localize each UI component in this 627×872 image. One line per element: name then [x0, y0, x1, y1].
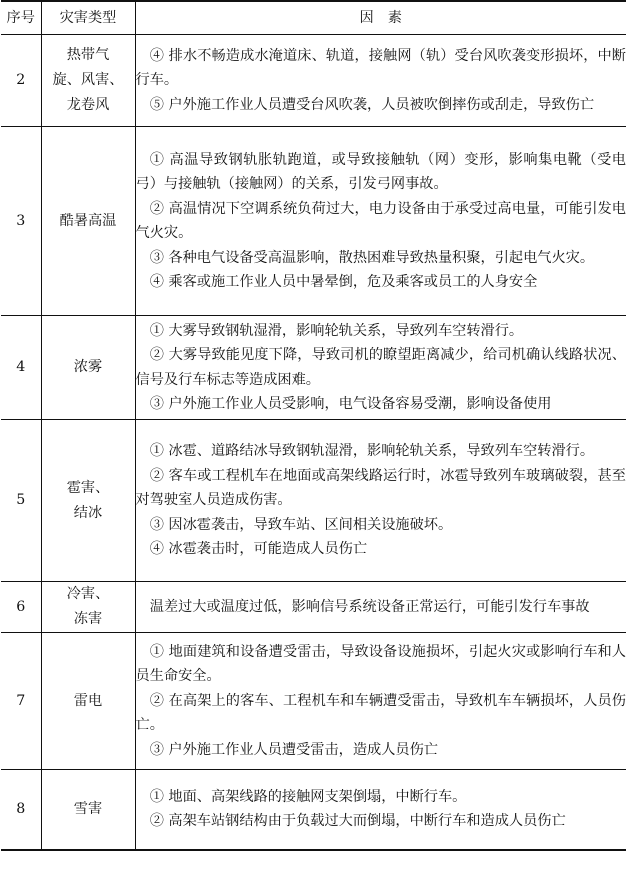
- factor-item: ① 地面、高架线路的接触网支架倒塌，中断行车。: [149, 788, 467, 805]
- disaster-type: [41, 420, 135, 582]
- header-index: 序号: [1, 1, 41, 35]
- disaster-type: [41, 582, 135, 633]
- factor-item: ④ 乘客或施工作业人员中暑晕倒，危及乘客或员工的人身安全: [149, 274, 538, 290]
- table-row: [1, 420, 626, 582]
- disaster-type-line: 雪害: [73, 800, 103, 817]
- factor-list: [135, 127, 626, 316]
- disaster-type: [41, 316, 135, 420]
- table-row: [1, 316, 626, 420]
- header-factors: 因素: [135, 1, 626, 35]
- factor-item: ③ 户外施工作业人员遭受雷击，造成人员伤亡: [149, 741, 438, 758]
- disaster-type-line: 热带气: [66, 47, 110, 64]
- header-row: [1, 1, 626, 35]
- table-row: [1, 127, 626, 316]
- factor-item: ② 高架车站钢结构由于负载过大而倒塌，中断行车和造成人员伤亡: [149, 813, 566, 830]
- row-index: 4: [1, 316, 41, 420]
- factor-item: ① 大雾导致钢轨湿滑，影响轮轨关系，导致列车空转滑行。: [149, 322, 524, 339]
- factor-item: ④ 冰雹袭击时，可能造成人员伤亡: [149, 541, 368, 558]
- factor-item: ② 在高架上的客车、工程机车和车辆遭受雷击，导致机车车辆损坏，人员伤亡。: [135, 692, 626, 734]
- disaster-type-line: 冷害、: [66, 586, 110, 603]
- disaster-factors-table: [1, 0, 626, 851]
- row-index: 5: [1, 420, 41, 582]
- disaster-type-line: 龙卷风: [66, 96, 110, 113]
- disaster-type-line: 浓雾: [73, 359, 103, 376]
- disaster-type-line: 酷暑高温: [59, 212, 117, 229]
- disaster-type-line: 结冰: [73, 504, 103, 521]
- factor-list: [135, 316, 626, 420]
- row-index: 2: [1, 35, 41, 127]
- disaster-type-line: 雷电: [73, 692, 103, 709]
- table-row: [1, 582, 626, 633]
- disaster-type-line: 旋、风害、: [52, 72, 124, 89]
- factor-item: ① 地面建筑和设备遭受雷击，导致设备设施损坏，引起火灾或影响行车和人员生命安全。: [135, 643, 626, 685]
- row-index: 6: [1, 582, 41, 633]
- factor-item: ⑤ 户外施工作业人员遭受台风吹袭，人员被吹倒摔伤或刮走，导致伤亡: [149, 96, 595, 113]
- table-body: [1, 35, 626, 850]
- factor-item: ① 冰雹、道路结冰导致钢轨湿滑，影响轮轨关系，导致列车空转滑行。: [149, 443, 595, 460]
- factor-list: [135, 420, 626, 582]
- factor-item: 温差过大或温度过低，影响信号系统设备正常运行，可能引发行车事故: [149, 598, 590, 615]
- row-index: 7: [1, 633, 41, 770]
- table-header: [1, 1, 626, 35]
- factor-item: ③ 户外施工作业人员受影响，电气设备容易受潮，影响设备使用: [149, 396, 552, 412]
- factor-item: ② 高温情况下空调系统负荷过大，电力设备由于承受过高电量，可能引发电气火灾。: [135, 200, 626, 241]
- disaster-type: [41, 770, 135, 850]
- disaster-type: [41, 127, 135, 316]
- factor-item: ③ 因冰雹袭击，导致车站、区间相关设施破坏。: [149, 516, 453, 533]
- row-index: 3: [1, 127, 41, 316]
- table-row: [1, 770, 626, 850]
- factor-list: [135, 770, 626, 850]
- factor-item: ④ 排水不畅造成水淹道床、轨道，接触网（轨）受台风吹袭变形损坏，中断行车。: [135, 47, 626, 89]
- factor-item: ③ 各种电气设备受高温影响，散热困难导致热量积聚，引起电气火灾。: [149, 249, 595, 266]
- factor-item: ② 客车或工程机车在地面或高架线路运行时，冰雹导致列车玻璃破裂，甚至对驾驶室人员造成伤害。: [135, 467, 626, 509]
- disaster-type-line: 雹害、: [66, 479, 110, 496]
- row-index: 8: [1, 770, 41, 850]
- table-row: [1, 35, 626, 127]
- disaster-type: [41, 35, 135, 127]
- factor-list: [135, 633, 626, 770]
- disaster-type: [41, 633, 135, 770]
- factor-list: [135, 35, 626, 127]
- factor-item: ② 大雾导致能见度下降，导致司机的瞭望距离减少，给司机确认线路状况、信号及行车标志等造成困难。: [135, 347, 626, 388]
- factor-item: ① 高温导致钢轨胀轨跑道，或导致接触轨（网）变形，影响集电靴（受电弓）与接触轨（接触网）的关系，引发弓网事故。: [135, 151, 626, 192]
- header-type: 灾害类型: [41, 1, 135, 35]
- disaster-type-line: 冻害: [73, 611, 103, 627]
- table-row: [1, 633, 626, 770]
- factor-list: [135, 582, 626, 633]
